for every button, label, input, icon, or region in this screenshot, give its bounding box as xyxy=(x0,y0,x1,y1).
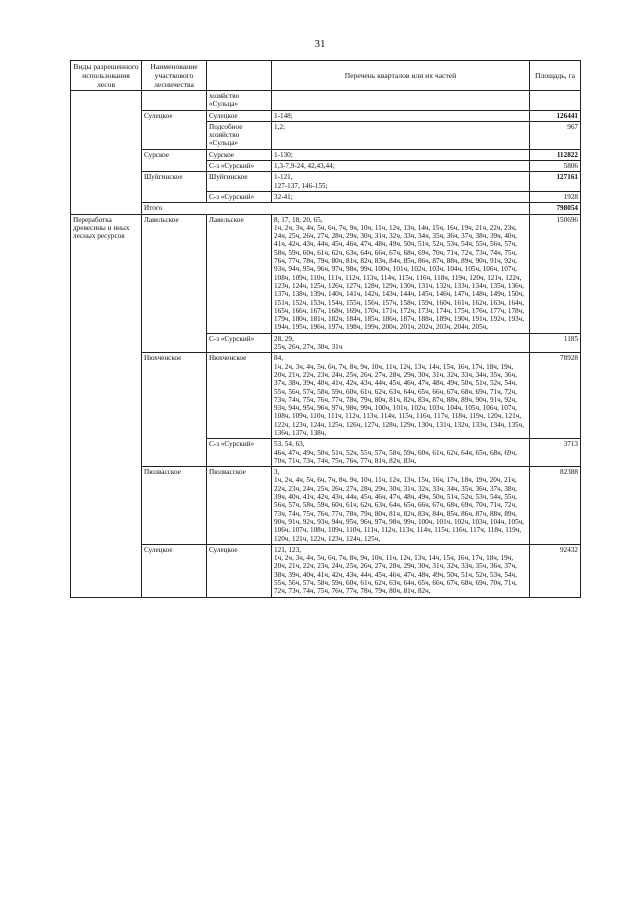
quarters-cell: 1-130; xyxy=(272,149,530,160)
quarters-cell: 1,3-7,9-24, 42,43,44; xyxy=(272,161,530,172)
table-row xyxy=(71,353,581,439)
quarters-cell: 84, 1ч, 2ч, 3ч, 4ч, 5ч, 6ч, 7ч, 8ч, 9ч, 10ч, 11ч, 12ч, 13ч, 14ч, 15ч, 16ч, 17ч, 18ч, 19ч, 20ч, 21ч, 22ч, 23ч, 24ч, 25ч, 26ч, 27ч, 28ч, 29ч, 30ч, 31ч, 32ч, 33ч, 34ч, 35ч, 36ч, 37ч, 38ч, 39ч, 40ч, 41ч, 42ч, 43ч, 44ч, 45ч, 46ч, 47ч, 48ч, 49ч, 50ч, 51ч, 52ч, 54ч, 55ч, 56ч, 57ч, 58ч, 59ч, 60ч, 61ч, 62ч, 63ч, 64ч, 65ч, 66ч, 67ч, 68ч, 69ч, 71ч, 72ч, 73ч, 74ч, 75ч, 76ч, 77ч, 78ч, 79ч, 80ч, 81ч, 82ч, 83ч, 87ч, 88ч, 89ч, 90ч, 91ч, 92ч, 93ч, 94ч, 95ч, 96ч, 97ч, 98ч, 99ч, 100ч, 101ч, 102ч, 103ч, 104ч, 105ч, 106ч, 107ч, 108ч, 109ч, 110ч, 111ч, 112ч, 113ч, 114ч, 115ч, 116ч, 117ч, 118ч, 119ч, 120ч, 121ч, 122ч, 123ч, 124ч, 125ч, 126ч, 127ч, 128ч, 129ч, 130ч, 131ч, 132ч, 133ч, 134ч, 135ч, 136ч, 137ч, 138ч, xyxy=(272,353,530,439)
area-cell: 967 xyxy=(530,121,581,149)
area-cell: 82388 xyxy=(530,467,581,545)
header-use-type: Виды разрешенного использования лесов xyxy=(71,61,142,91)
area-cell: 3713 xyxy=(530,439,581,467)
forestry-cell xyxy=(142,91,207,111)
subforestry-cell: Сурское xyxy=(207,149,272,160)
total-value: 798054 xyxy=(530,203,581,214)
quarters-cell: 53, 54, 63, 46ч, 47ч, 49ч, 50ч, 51ч, 52ч, 55ч, 57ч, 58ч, 59ч, 60ч, 61ч, 62ч, 64ч, 65ч, 68ч, 69ч, 70ч, 71ч, 73ч, 74ч, 75ч, 76ч, 77ч, 81ч, 82ч, 83ч, xyxy=(272,439,530,467)
subforestry-cell: Нюхченское xyxy=(207,353,272,439)
total-row xyxy=(71,203,581,214)
forestry-cell: Сурское xyxy=(142,149,207,172)
forestry-cell: Нюхченское xyxy=(142,353,207,467)
table-row xyxy=(71,172,581,192)
table-row xyxy=(71,91,581,111)
forestry-cell: Сулецкое xyxy=(142,110,207,149)
area-cell: 1185 xyxy=(530,333,581,353)
quarters-cell: 1-121, 127-137, 146-155; xyxy=(272,172,530,192)
quarters-cell: 1,2; xyxy=(272,121,530,149)
subforestry-cell: Пюлвасское xyxy=(207,467,272,545)
quarters-cell: 1-148; xyxy=(272,110,530,121)
quarters-cell: 32-41; xyxy=(272,191,530,202)
forestry-cell: Пюлвасское xyxy=(142,467,207,545)
quarters-cell: 8, 17, 18, 20, 65, 1ч, 2ч, 3ч, 4ч, 5ч, 6ч, 7ч, 9ч, 10ч, 11ч, 12ч, 13ч, 14ч, 15ч, 16ч, 19ч, 21ч, 22ч, 23ч, 24ч, 25ч, 26ч, 27ч, 28ч, 29ч, 30ч, 31ч, 32ч, 33ч, 34ч, 35ч, 36ч, 37ч, 38ч, 39ч, 40ч, 41ч, 42ч, 43ч, 44ч, 45ч, 46ч, 47ч, 48ч, 49ч, 50ч, 51ч, 52ч, 53ч, 54ч, 55ч, 56ч, 57ч, 58ч, 59ч, 60ч, 61ч, 62ч, 63ч, 64ч, 66ч, 67ч, 68ч, 69ч, 70ч, 71ч, 72ч, 73ч, 74ч, 75ч, 76ч, 77ч, 78ч, 79ч, 80ч, 81ч, 82ч, 83ч, 84ч, 85ч, 86ч, 87ч, 88ч, 89ч, 90ч, 91ч, 92ч, 93ч, 94ч, 95ч, 96ч, 97ч, 98ч, 99ч, 100ч, 101ч, 102ч, 103ч, 104ч, 105ч, 106ч, 107ч, 108ч, 109ч, 110ч, 111ч, 112ч, 113ч, 114ч, 115ч, 116ч, 118ч, 119ч, 120ч, 121ч, 122ч, 123ч, 124ч, 125ч, 126ч, 127ч, 128ч, 129ч, 130ч, 131ч, 132ч, 133ч, 134ч, 135ч, 136ч, 137ч, 138ч, 139ч, 140ч, 141ч, 142ч, 143ч, 144ч, 145ч, 146ч, 147ч, 148ч, 149ч, 150ч, 151ч, 152ч, 153ч, 154ч, 155ч, 156ч, 157ч, 158ч, 159ч, 160ч, 161ч, 162ч, 163ч, 164ч, 165ч, 166ч, 167ч, 168ч, 169ч, 170ч, 171ч, 172ч, 173ч, 174ч, 175ч, 176ч, 177ч, 178ч, 179ч, 180ч, 181ч, 182ч, 184ч, 185ч, 186ч, 187ч, 188ч, 189ч, 190ч, 191ч, 192ч, 193ч, 194ч, 195ч, 196ч, 197ч, 198ч, 199ч, 200ч, 201ч, 202ч, 203ч, 204ч, 205ч, xyxy=(272,214,530,333)
area-cell: 78928 xyxy=(530,353,581,439)
area-cell: 1928 xyxy=(530,191,581,202)
area-cell: 127161 xyxy=(530,172,581,192)
quarters-cell xyxy=(272,91,530,111)
table-row xyxy=(71,544,581,597)
use-type-cell: Переработка древесины и иных лесных ресурсов xyxy=(71,214,142,597)
forestry-cell: Шуйгинское xyxy=(142,172,207,203)
quarters-cell: 28, 29, 25ч, 26ч, 27ч, 30ч, 31ч xyxy=(272,333,530,353)
area-cell: 5806 xyxy=(530,161,581,172)
forest-quarters-table xyxy=(70,60,581,598)
header-forestry: Наименование участкового лесничества xyxy=(142,61,207,91)
area-cell: 150696 xyxy=(530,214,581,333)
subforestry-cell: Сулецкое xyxy=(207,544,272,597)
quarters-cell: 121, 123, 1ч, 2ч, 3ч, 4ч, 5ч, 6ч, 7ч, 8ч, 9ч, 10ч, 11ч, 12ч, 13ч, 14ч, 15ч, 16ч, 17ч, 18ч, 19ч, 20ч, 21ч, 22ч, 23ч, 24ч, 25ч, 26ч, 27ч, 28ч, 29ч, 30ч, 31ч, 32ч, 33ч, 35ч, 36ч, 37ч, 38ч, 39ч, 40ч, 41ч, 42ч, 43ч, 44ч, 45ч, 46ч, 47ч, 48ч, 49ч, 50ч, 51ч, 52ч, 53ч, 54ч, 55ч, 56ч, 57ч, 58ч, 59ч, 60ч, 61ч, 62ч, 63ч, 64ч, 65ч, 66ч, 67ч, 68ч, 69ч, 70ч, 71ч, 72ч, 73ч, 74ч, 75ч, 76ч, 77ч, 78ч, 79ч, 80ч, 81ч, 82ч, xyxy=(272,544,530,597)
subforestry-cell: С-з «Сурский» xyxy=(207,439,272,467)
header-quarters: Перечень кварталов или их частей xyxy=(272,61,530,91)
subforestry-cell: Лавельское xyxy=(207,214,272,333)
forestry-cell: Сулецкое xyxy=(142,544,207,597)
subforestry-cell: хозяйство «Сульца» xyxy=(207,91,272,111)
table-row xyxy=(71,214,581,333)
subforestry-cell: С-з «Сурский» xyxy=(207,191,272,202)
table-row xyxy=(71,149,581,160)
subforestry-cell: Шуйгинское xyxy=(207,172,272,192)
use-type-cell xyxy=(71,91,142,215)
header-area: Площадь, га xyxy=(530,61,581,91)
header-subforestry xyxy=(207,61,272,91)
subforestry-cell: Подсобное хозяйство «Сульца» xyxy=(207,121,272,149)
subforestry-cell: С-з «Сурский» xyxy=(207,161,272,172)
subforestry-cell: Сулецкое xyxy=(207,110,272,121)
table-row xyxy=(71,467,581,545)
area-cell: 92432 xyxy=(530,544,581,597)
table-header-row xyxy=(71,61,581,91)
area-cell: 126441 xyxy=(530,110,581,121)
page-number: 31 xyxy=(314,38,326,50)
table-row xyxy=(71,110,581,121)
area-cell xyxy=(530,91,581,111)
total-label: Итого xyxy=(142,203,530,214)
quarters-cell: 3, 1ч, 2ч, 4ч, 5ч, 6ч, 7ч, 8ч, 9ч, 10ч, 11ч, 12ч, 13ч, 15ч, 16ч, 17ч, 18ч, 19ч, 20ч, 21ч, 22ч, 23ч, 24ч, 25ч, 26ч, 27ч, 28ч, 29ч, 30ч, 31ч, 32ч, 33ч, 34ч, 35ч, 36ч, 37ч, 38ч, 39ч, 40ч, 41ч, 42ч, 43ч, 44ч, 45ч, 46ч, 47ч, 48ч, 49ч, 50ч, 51ч, 52ч, 53ч, 54ч, 55ч, 56ч, 57ч, 58ч, 59ч, 60ч, 61ч, 62ч, 63ч, 64ч, 65ч, 66ч, 67ч, 68ч, 69ч, 70ч, 71ч, 72ч, 73ч, 74ч, 75ч, 76ч, 77ч, 78ч, 79ч, 80ч, 81ч, 82ч, 83ч, 84ч, 85ч, 86ч, 87ч, 88ч, 89ч, 90ч, 91ч, 92ч, 93ч, 94ч, 95ч, 96ч, 97ч, 98ч, 99ч, 100ч, 101ч, 102ч, 103ч, 104ч, 105ч, 106ч, 107ч, 108ч, 109ч, 110ч, 111ч, 112ч, 113ч, 114ч, 115ч, 116ч, 117ч, 118ч, 119ч, 120ч, 121ч, 122ч, 123ч, 124ч, 125ч, xyxy=(272,467,530,545)
area-cell: 112822 xyxy=(530,149,581,160)
forestry-cell: Лавельское xyxy=(142,214,207,353)
subforestry-cell: С-з «Сурский» xyxy=(207,333,272,353)
